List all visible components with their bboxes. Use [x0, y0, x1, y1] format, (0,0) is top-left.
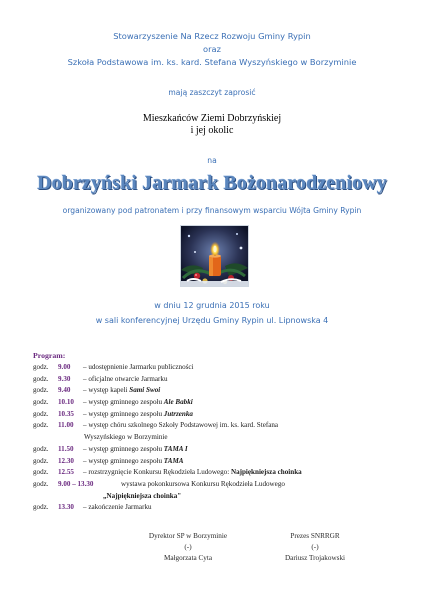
program-godz: godz. — [33, 503, 49, 512]
program-text: – występ gminnego zespołu — [83, 456, 164, 465]
program-desc — [83, 363, 194, 371]
program-time: 9.30 — [58, 374, 71, 383]
event-subtitle: organizowany pod patronatem i przy finansowym wsparciu Wójta Gminy Rypin — [62, 206, 362, 215]
program-performer: Sami Swoi — [129, 386, 161, 395]
program-desc — [83, 375, 168, 383]
program-godz: godz. — [33, 409, 49, 418]
program-desc — [83, 503, 152, 511]
guests-line-1: Mieszkańców Ziemi Dobrzyńskiej — [142, 113, 282, 124]
program-time: 13.30 — [58, 503, 74, 512]
program-row — [33, 457, 403, 469]
program-desc — [121, 480, 285, 488]
program-text: – oficjalne otwarcie Jarmarku — [83, 374, 168, 383]
program-desc — [83, 386, 160, 394]
program-desc — [83, 445, 188, 453]
program-godz: godz. — [33, 386, 49, 395]
program-row — [33, 386, 403, 398]
program-row-continued — [33, 433, 403, 445]
program-time: 9.00 – 13.30 — [58, 479, 94, 488]
program-text: wystawa pokonkursowa Konkursu Rękodzieła Ludowego — [121, 479, 285, 488]
program-text: – występ chóru szkolnego Szkoły Podstawowej im. ks. kard. Stefana — [83, 421, 279, 430]
program-desc — [83, 398, 193, 406]
signature-left — [108, 531, 268, 564]
organizer-line-1: Stowarzyszenie Na Rzecz Rozwoju Gminy Rypin — [113, 31, 311, 41]
signature-mark: (-) — [311, 543, 319, 551]
signature-mark: (-) — [184, 543, 192, 551]
program-row — [33, 503, 403, 515]
program-text: – rozstrzygnięcie Konkursu Rękodzieła Ludowego: — [83, 468, 231, 477]
program-godz: godz. — [33, 479, 49, 488]
signature-right — [260, 531, 370, 564]
program-row — [33, 468, 403, 480]
program-row — [33, 375, 403, 387]
program-performer: Jutrzenka — [163, 409, 193, 418]
program-text: – występ gminnego zespołu — [83, 398, 164, 407]
signature-role: Dyrektor SP w Borzyminie — [148, 532, 228, 540]
program-godz: godz. — [33, 374, 49, 383]
guests-line-2: i jej okolic — [190, 125, 234, 136]
program-heading: Program: — [33, 351, 66, 360]
program-row — [33, 398, 403, 410]
program-row-continued — [33, 492, 403, 504]
program-desc — [83, 468, 302, 476]
program-performer: Ale Babki — [163, 398, 193, 407]
program-text: – występ gminnego zespołu — [83, 444, 164, 453]
program-time: 9.00 — [58, 363, 71, 371]
program-time: 10.10 — [58, 398, 74, 407]
program-time: 9.40 — [58, 386, 71, 395]
program-row — [33, 410, 403, 422]
program-time: 10.35 — [58, 409, 74, 418]
program-godz: godz. — [33, 468, 49, 477]
program-desc — [83, 421, 278, 429]
program-desc — [103, 492, 181, 500]
program-row — [33, 363, 403, 375]
christmas-candle-photo — [180, 225, 249, 287]
program-row — [33, 445, 403, 457]
signature-name: Dariusz Trojakowski — [284, 554, 346, 562]
invitation-line: mają zaszczyt zaprosić — [168, 88, 256, 97]
program-time: 12.55 — [58, 468, 74, 477]
program-godz: godz. — [33, 456, 49, 465]
organizer-line-2: Szkoła Podstawowa im. ks. kard. Stefana Wyszyńskiego w Borzyminie — [67, 57, 357, 67]
program-contest-name: Najpiękniejsza choinka — [230, 468, 302, 477]
program-performer: TAMA I — [163, 444, 188, 453]
program-godz: godz. — [33, 444, 49, 453]
program-godz: godz. — [33, 398, 49, 407]
program-contest-name: „Najpiękniejsza choinka" — [103, 491, 182, 500]
program-section — [33, 351, 403, 515]
event-title: Dobrzyński Jarmark Bożonarodzeniowy — [37, 172, 387, 194]
program-text: – udostępnienie Jarmarku publiczności — [83, 363, 194, 371]
program-performer: TAMA — [163, 456, 184, 465]
program-time: 11.50 — [58, 444, 74, 453]
program-text: – występ gminnego zespołu — [83, 409, 164, 418]
program-row — [33, 421, 403, 433]
program-text: – zakończenie Jarmarku — [83, 503, 152, 512]
program-desc — [83, 410, 193, 418]
program-text: Wyszyńskiego w Borzyminie — [84, 433, 168, 442]
event-date: w dniu 12 grudnia 2015 roku — [154, 301, 270, 310]
program-desc — [83, 457, 184, 465]
signature-name: Małgorzata Cyta — [163, 554, 213, 562]
program-desc — [84, 433, 168, 441]
program-text: – występ kapeli — [83, 386, 130, 395]
organizer-conjunction: oraz — [203, 44, 221, 54]
program-row — [33, 480, 403, 492]
to-line: na — [207, 156, 217, 165]
signature-role: Prezes SNRRGR — [290, 532, 340, 540]
program-godz: godz. — [33, 363, 49, 371]
program-time: 11.00 — [58, 421, 74, 430]
program-godz: godz. — [33, 421, 49, 430]
event-venue: w sali konferencyjnej Urzędu Gminy Rypin ul. Lipnowska 4 — [95, 316, 329, 325]
program-time: 12.30 — [58, 456, 74, 465]
